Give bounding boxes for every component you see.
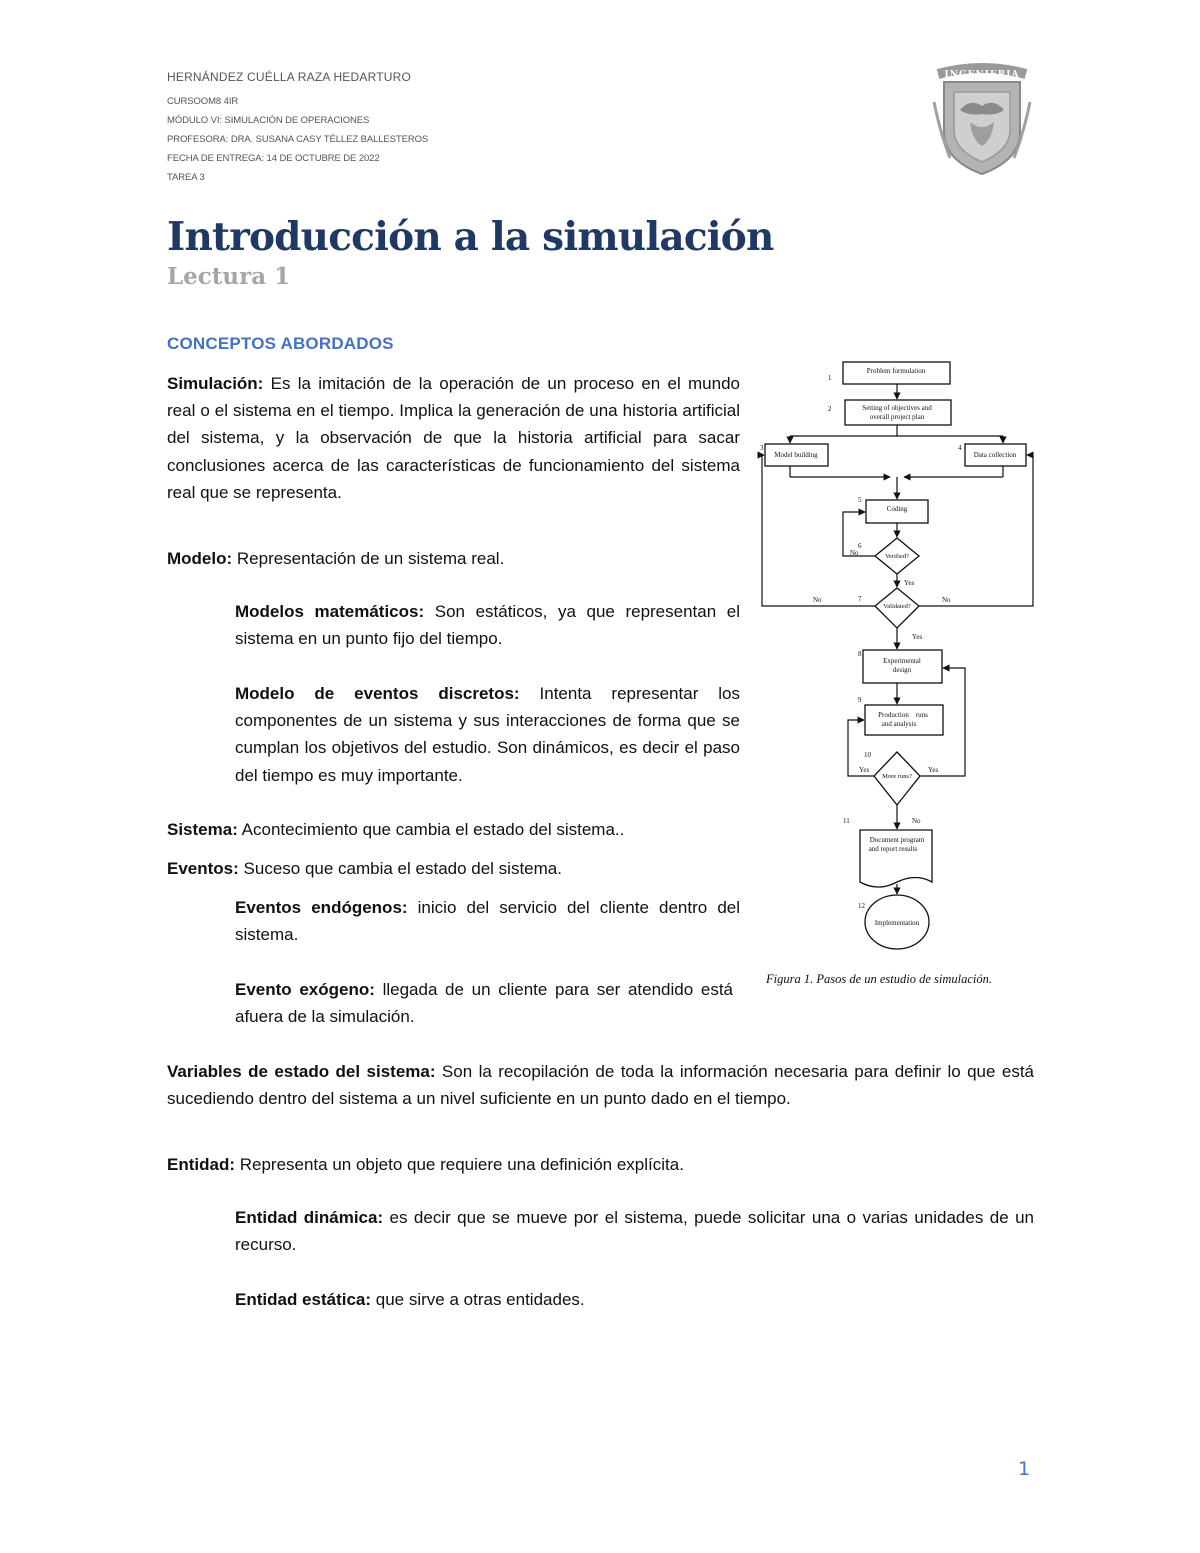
section-heading: CONCEPTOS ABORDADOS <box>167 334 394 353</box>
concept-entidad-estatica <box>235 1286 1034 1313</box>
header-module: MÓDULO VI: SIMULACIÓN DE OPERACIONES <box>167 115 370 126</box>
flow-label-data-collection: Data collection <box>973 451 1017 459</box>
flow-label-objectives-2: overall project plan <box>869 413 925 421</box>
definition-eventos-endogenos: inicio del servicio del cliente dentro del sistema. <box>235 898 741 945</box>
flow-number: 10 <box>864 751 871 759</box>
page-number: 1 <box>1018 1458 1031 1480</box>
term-modelos-matematicos: Modelos matemáticos: <box>235 602 425 621</box>
term-entidad-estatica: Entidad estática: <box>235 1290 372 1309</box>
flow-no-label: No <box>850 549 859 557</box>
flow-label-document-1: Document program <box>869 836 925 844</box>
flow-label-model-building: Model building <box>774 451 818 459</box>
flow-label-objectives-1: Setting of objectives and <box>862 404 932 412</box>
figure-caption: Figura 1. Pasos de un estudio de simulación. <box>766 972 993 986</box>
page-title: Introducción a la simulación <box>167 214 774 260</box>
term-modelo: Modelo: <box>167 549 233 568</box>
author-name: HERNÁNDEZ CUÉLLA RAZA HEDARTURO <box>167 70 412 84</box>
flow-label-experimental-2: design <box>892 666 912 674</box>
concept-simulacion <box>167 370 740 506</box>
term-entidad-dinamica: Entidad dinámica: <box>235 1208 384 1227</box>
flow-label-production-1: Production runs <box>878 711 928 719</box>
concept-sistema <box>167 816 740 843</box>
definition-modelo: Representación de un sistema real. <box>232 549 505 568</box>
flow-label-validated: Validated? <box>883 603 911 610</box>
header-assignment: TAREA 3 <box>167 172 205 183</box>
flow-number: 11 <box>843 817 850 825</box>
flow-number: 12 <box>858 902 865 910</box>
flow-label-problem-formulation: Problem formulation <box>866 367 926 375</box>
definition-evento-exogeno: llegada de un cliente para ser atendido está afuera de la simulación. <box>235 980 733 1027</box>
definition-variables-estado: Son la recopilación de toda la información necesaria para definir lo que está sucediendo dentro del sistema a un nivel suficiente en un punto dado en el tiempo. <box>167 1062 1035 1109</box>
concept-eventos-endogenos <box>235 894 740 948</box>
definition-entidad-dinamica: es decir que se mueve por el sistema, puede solicitar una o varias unidades de un recurso. <box>235 1208 1034 1255</box>
term-variables-estado: Variables de estado del sistema: <box>167 1062 436 1081</box>
page-subtitle: Lectura 1 <box>167 263 291 290</box>
definition-modelo-eventos-discretos: Intenta representar los componentes de un sistema y sus interacciones de forma que se cumplan los objetivos del estudio. Son dinámicos, es decir el paso del tiempo es muy importante. <box>235 684 741 785</box>
flow-label-more-runs: More runs? <box>882 773 912 780</box>
flow-label-verified: Verified? <box>885 553 909 560</box>
term-sistema: Sistema: <box>167 820 238 839</box>
flow-number: 1 <box>828 374 832 382</box>
flow-number: 8 <box>858 650 862 658</box>
flow-label-production-2: and analysis <box>881 720 917 728</box>
concept-entidad <box>167 1151 1034 1178</box>
flow-number: 9 <box>858 696 862 704</box>
concept-variables-estado <box>167 1058 1034 1112</box>
header-professor: PROFESORA: DRA. SUSANA CASY TÉLLEZ BALLESTEROS <box>167 134 429 145</box>
concept-entidad-dinamica <box>235 1204 1034 1258</box>
flow-yes-label: Yes <box>928 766 939 774</box>
flow-yes-label: Yes <box>859 766 870 774</box>
term-eventos-endogenos: Eventos endógenos: <box>235 898 408 917</box>
flow-label-experimental-1: Experimental <box>883 657 921 665</box>
term-eventos: Eventos: <box>167 859 239 878</box>
concept-modelos-matematicos <box>235 598 740 652</box>
simulation-steps-flowchart <box>755 355 1040 955</box>
definition-sistema: Acontecimiento que cambia el estado del sistema.. <box>237 820 625 839</box>
faculty-seal-logo <box>930 62 1034 178</box>
flow-number: 7 <box>858 595 862 603</box>
flow-number: 5 <box>858 496 862 504</box>
term-entidad: Entidad: <box>167 1155 235 1174</box>
flow-label-coding: Coding <box>886 505 908 513</box>
flow-yes-label: Yes <box>912 633 923 641</box>
header-course: CURSOOM8 4IR <box>167 96 239 107</box>
term-simulacion: Simulación: <box>167 374 264 393</box>
flow-number: 4 <box>958 444 962 452</box>
flow-label-document-2: and report results <box>868 845 918 853</box>
term-modelo-eventos-discretos: Modelo de eventos discretos: <box>235 684 520 703</box>
concept-eventos <box>167 855 740 882</box>
definition-entidad: Representa un objeto que requiere una definición explícita. <box>235 1155 684 1174</box>
definition-modelos-matematicos: Son estáticos, ya que representan el sistema en un punto fijo del tiempo. <box>235 602 740 649</box>
flow-label-implementation: Implementation <box>874 919 920 927</box>
header-due-date: FECHA DE ENTREGA: 14 DE OCTUBRE DE 2022 <box>167 153 380 164</box>
concept-modelo-eventos-discretos <box>235 680 740 789</box>
flow-no-label: No <box>942 596 951 604</box>
flow-no-label: No <box>912 817 921 825</box>
flow-yes-label: Yes <box>904 579 915 587</box>
concept-evento-exogeno <box>235 976 733 1030</box>
seal-text: INGENIERIA <box>944 70 1020 80</box>
definition-simulacion: Es la imitación de la operación de un proceso en el mundo real o el sistema en el tiempo. Implica la generación de una historia artificial del sistema, y la observación de que la historia artificial para sacar conclusiones acerca de las características de funcionamiento del sistema real que se representa. <box>167 374 740 502</box>
flow-number: 3 <box>760 444 764 452</box>
definition-eventos: Suceso que cambia el estado del sistema. <box>238 859 562 878</box>
concept-modelo <box>167 545 740 572</box>
document-header <box>167 70 428 187</box>
term-evento-exogeno: Evento exógeno: <box>235 980 375 999</box>
flow-number: 6 <box>858 542 862 550</box>
flow-number: 2 <box>828 405 832 413</box>
flow-no-label: No <box>813 596 822 604</box>
definition-entidad-estatica: que sirve a otras entidades. <box>371 1290 585 1309</box>
